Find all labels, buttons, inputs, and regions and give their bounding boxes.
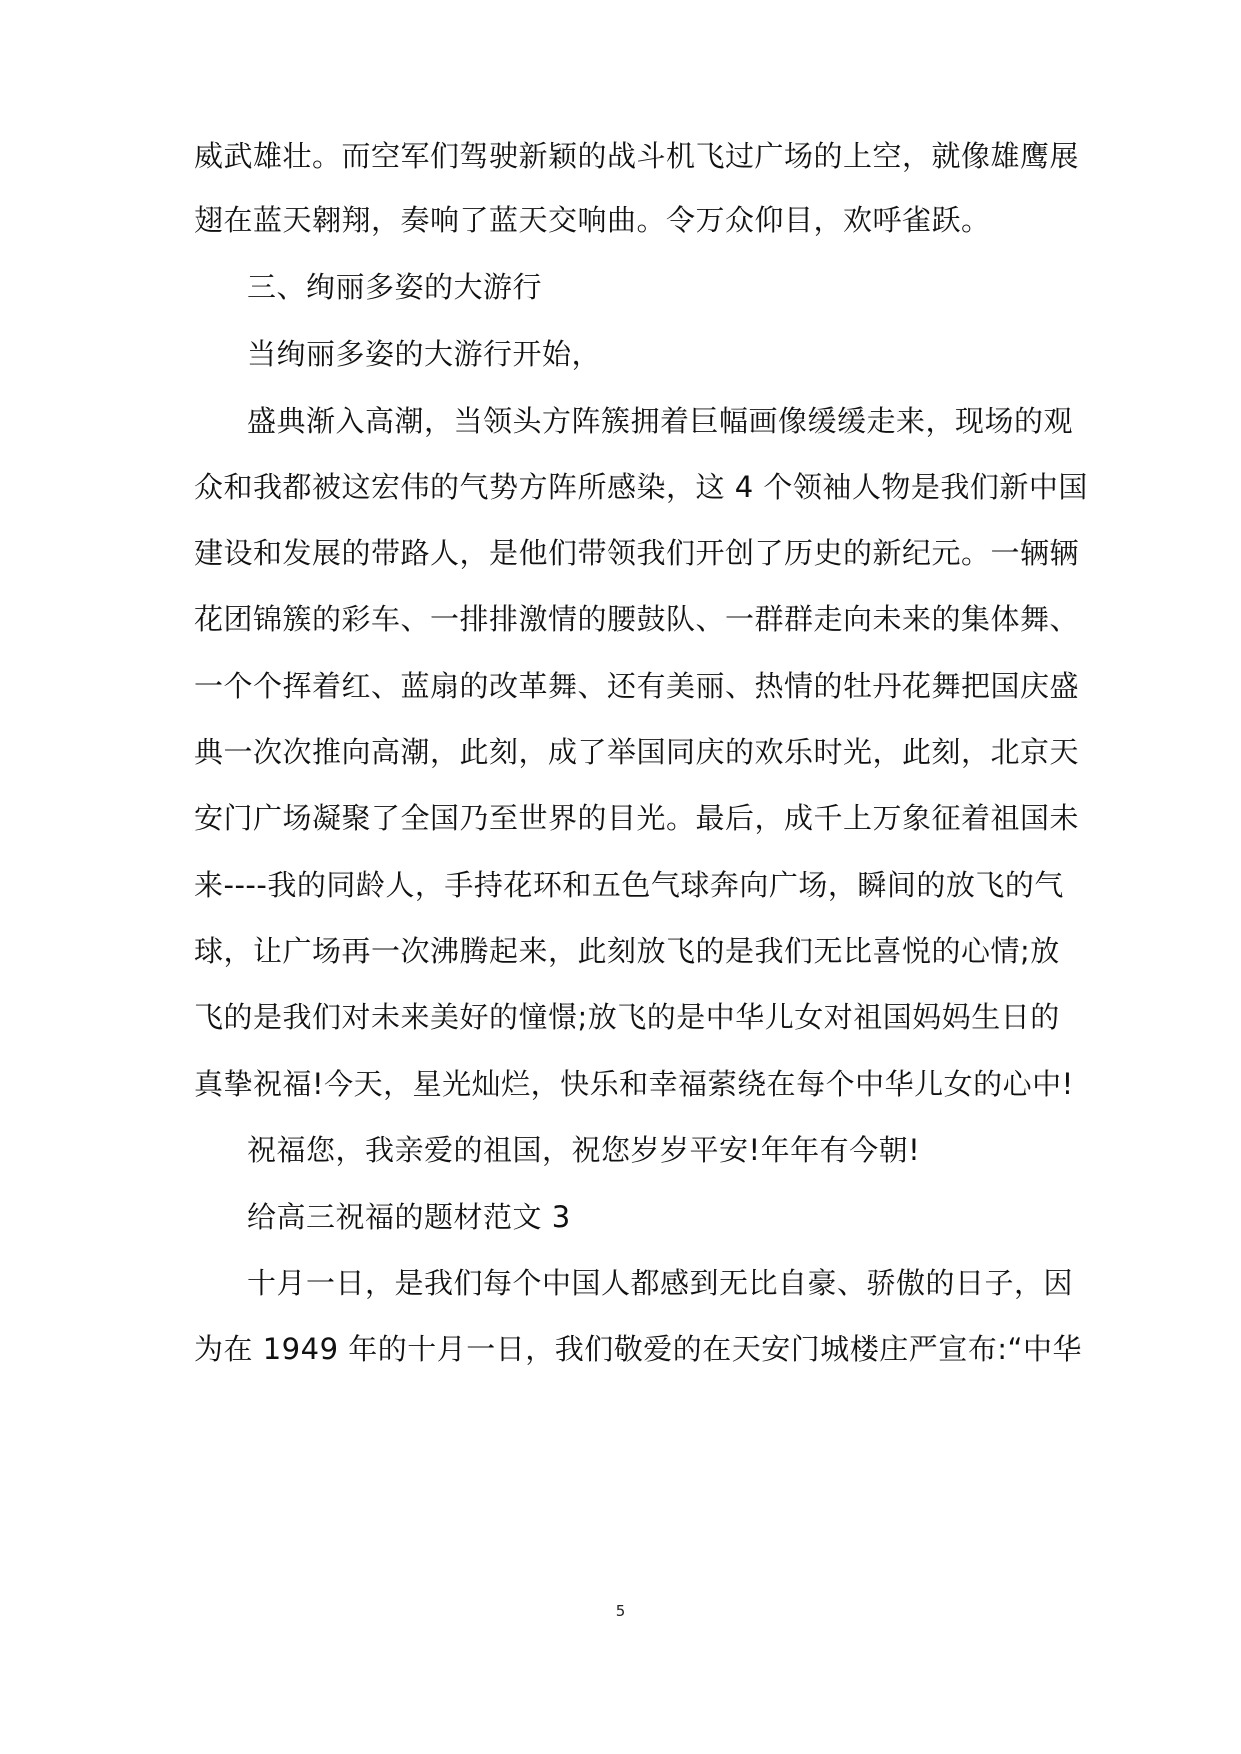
body-text-line: 当绚丽多姿的大游行开始， <box>247 337 602 371</box>
body-text-line: 祝福您，我亲爱的祖国，祝您岁岁平安!年年有今朝! <box>247 1133 921 1167</box>
body-text-line: 十月一日，是我们每个中国人都感到无比自豪、骄傲的日子，因 <box>247 1266 1074 1300</box>
body-text-line: 花团锦簇的彩车、一排排激情的腰鼓队、一群群走向未来的集体舞、 <box>194 602 1080 636</box>
body-text-line: 飞的是我们对未来美好的憧憬;放飞的是中华儿女对祖国妈妈生日的 <box>194 1000 1060 1034</box>
body-text-line: 盛典渐入高潮，当领头方阵簇拥着巨幅画像缓缓走来，现场的观 <box>247 404 1074 438</box>
body-text-line: 球，让广场再一次沸腾起来，此刻放飞的是我们无比喜悦的心情;放 <box>194 934 1060 968</box>
body-text-line: 威武雄壮。而空军们驾驶新颖的战斗机飞过广场的上空，就像雄鹰展 <box>194 139 1080 173</box>
body-text-line: 安门广场凝聚了全国乃至世界的目光。最后，成千上万象征着祖国未 <box>194 801 1080 835</box>
body-text-line: 翅在蓝天翱翔，奏响了蓝天交响曲。令万众仰目，欢呼雀跃。 <box>194 203 991 237</box>
body-text-line: 真挚祝福!今天，星光灿烂，快乐和幸福萦绕在每个中华儿女的心中! <box>194 1067 1074 1101</box>
body-text-line: 为在 1949 年的十月一日，我们敬爱的在天安门城楼庄严宣布:“中华 <box>194 1332 1083 1366</box>
body-text-line: 来----我的同龄人，手持花环和五色气球奔向广场，瞬间的放飞的气 <box>194 868 1064 902</box>
page-number: 5 <box>615 1602 626 1620</box>
body-text-line: 典一次次推向高潮，此刻，成了举国同庆的欢乐时光，此刻，北京天 <box>194 735 1080 769</box>
body-text-line: 众和我都被这宏伟的气势方阵所感染，这 4 个领袖人物是我们新中国 <box>194 470 1088 504</box>
body-text-line: 一个个挥着红、蓝扇的改革舞、还有美丽、热情的牡丹花舞把国庆盛 <box>194 669 1080 703</box>
section-heading: 三、绚丽多姿的大游行 <box>247 270 543 304</box>
body-text-line: 建设和发展的带路人，是他们带领我们开创了历史的新纪元。一辆辆 <box>194 536 1080 570</box>
section-heading: 给高三祝福的题材范文 3 <box>247 1200 571 1234</box>
